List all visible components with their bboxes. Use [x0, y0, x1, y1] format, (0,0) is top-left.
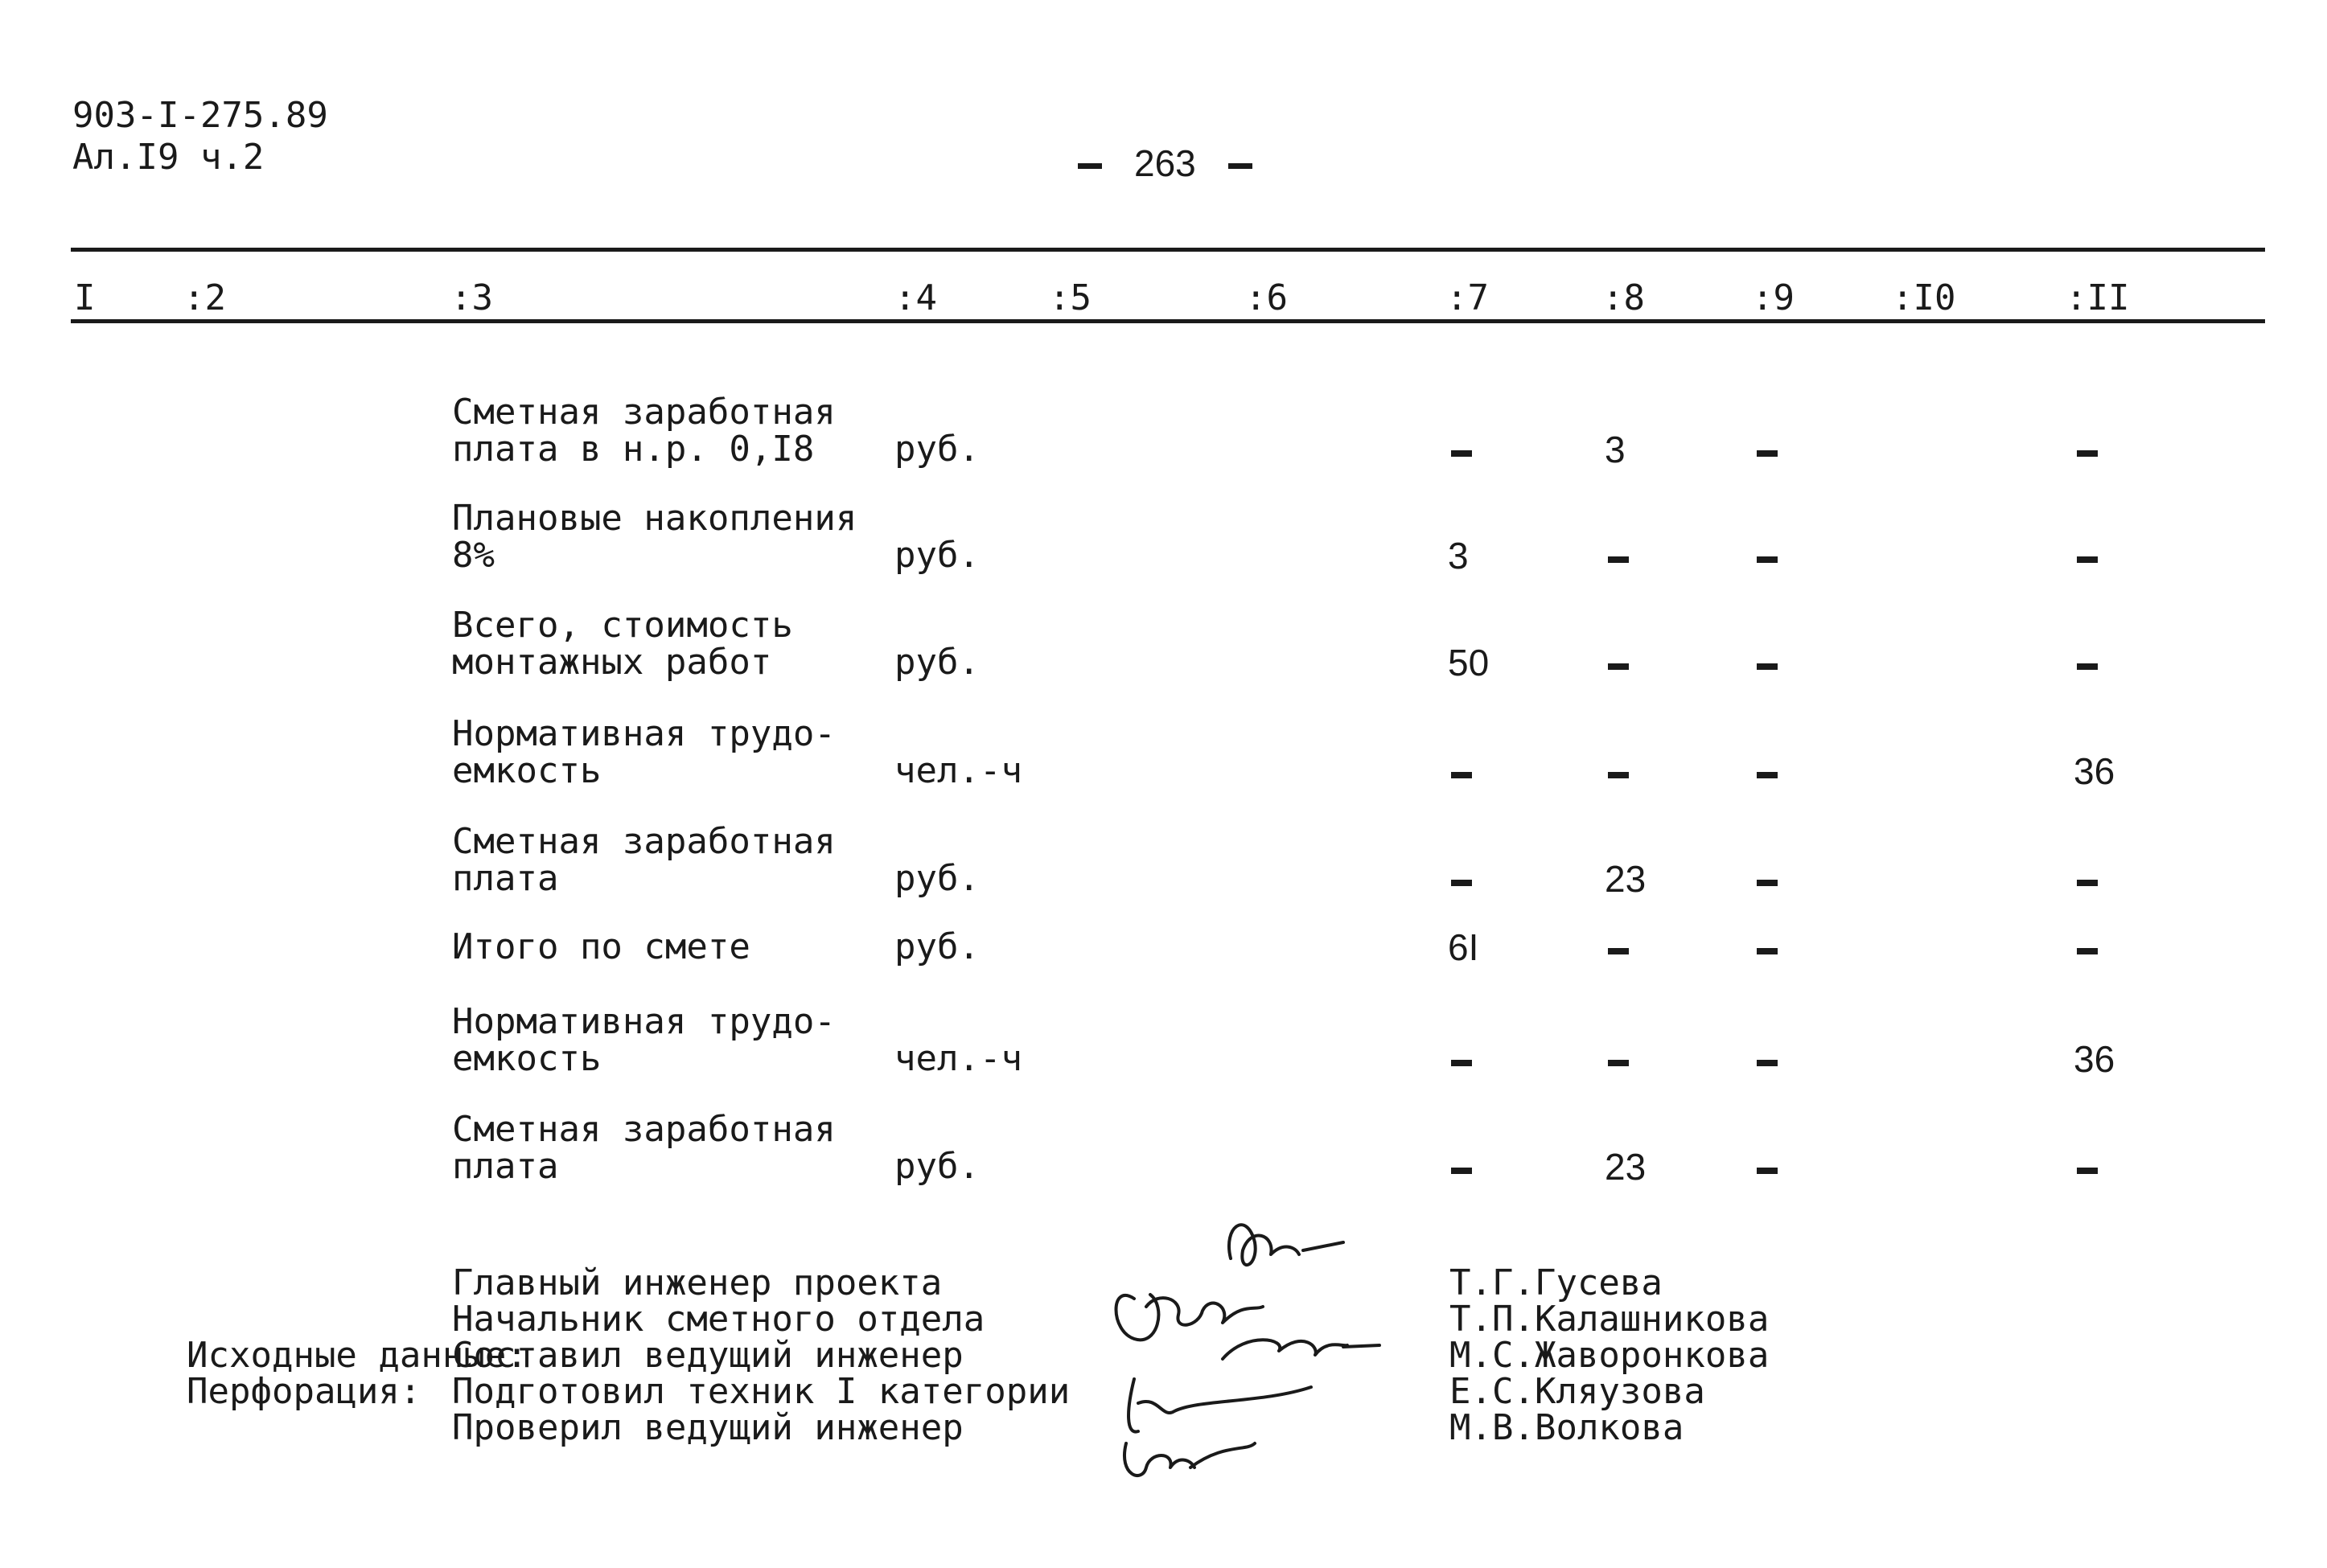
row-value-dash-c8 — [1608, 663, 1629, 670]
row-value-dash-c9 — [1757, 772, 1778, 778]
signature-name: М.В.Волкова — [1449, 1407, 1684, 1448]
row-label: Плановые накопления 8% — [452, 498, 857, 576]
signature-role: Подготовил техник I категории — [452, 1371, 1071, 1412]
row-label: Сметная заработная плата в н.р. 0,I8 — [452, 392, 836, 470]
col-head-11: :II — [2066, 277, 2130, 318]
signature-name: Т.Г.Гусева — [1449, 1262, 1663, 1303]
row-value-c7: 50 — [1448, 642, 1490, 683]
row-label: Сметная заработная плата — [452, 821, 836, 899]
row-value-dash-c11 — [2077, 948, 2098, 954]
row-value-dash-c9 — [1757, 1168, 1778, 1174]
row-unit: руб. — [894, 926, 980, 967]
row-value-c7: 3 — [1448, 535, 1469, 577]
row-unit: руб. — [894, 429, 980, 470]
row-label: Нормативная трудо- емкость — [452, 1001, 836, 1079]
header-rule — [71, 319, 2265, 323]
row-value-dash-c11 — [2077, 450, 2098, 457]
signature-prefix: Исходные данные: — [187, 1335, 528, 1376]
signature-name: Е.С.Кляузова — [1449, 1371, 1705, 1412]
top-rule — [71, 248, 2265, 252]
col-head-3: :3 — [450, 277, 493, 318]
col-head-2: :2 — [183, 277, 226, 318]
row-value-c11: 36 — [2074, 750, 2115, 792]
col-head-1: I — [74, 277, 96, 318]
col-head-7: :7 — [1446, 277, 1489, 318]
row-label: Всего, стоимость монтажных работ — [452, 605, 793, 683]
row-value-dash-c7 — [1451, 450, 1472, 457]
row-value-dash-c8 — [1608, 556, 1629, 563]
row-value-dash-c11 — [2077, 663, 2098, 670]
row-value-c8: 3 — [1605, 429, 1626, 470]
row-value-c8: 23 — [1605, 858, 1647, 900]
row-value-dash-c7 — [1451, 880, 1472, 886]
signature-role: Начальник сметного отдела — [452, 1299, 985, 1340]
col-head-4: :4 — [894, 277, 937, 318]
col-head-9: :9 — [1752, 277, 1795, 318]
row-value-dash-c11 — [2077, 1168, 2098, 1174]
col-head-5: :5 — [1049, 277, 1092, 318]
document-code — [72, 95, 328, 179]
signature-role: Составил ведущий инженер — [452, 1335, 964, 1376]
row-value-dash-c11 — [2077, 880, 2098, 886]
col-head-6: :6 — [1245, 277, 1288, 318]
row-value-dash-c9 — [1757, 1060, 1778, 1066]
signature-name: Т.П.Калашникова — [1449, 1299, 1770, 1340]
row-unit: чел.-ч — [894, 750, 1022, 791]
row-value-dash-c8 — [1608, 948, 1629, 954]
row-value-dash-c9 — [1757, 948, 1778, 954]
row-value-c8: 23 — [1605, 1146, 1647, 1188]
signature-prefix: Перфорация: — [187, 1371, 421, 1412]
page-number-text: 263 — [1134, 142, 1196, 184]
row-value-dash-c7 — [1451, 1168, 1472, 1174]
row-value-dash-c8 — [1608, 1060, 1629, 1066]
row-value-c11: 36 — [2074, 1038, 2115, 1080]
col-head-8: :8 — [1602, 277, 1645, 318]
doc-code-line: 903-I-275.89 — [72, 95, 328, 136]
row-label: Нормативная трудо- емкость — [452, 713, 836, 791]
col-head-10: :I0 — [1892, 277, 1956, 318]
row-value-c7: 6I — [1448, 926, 1479, 968]
row-value-dash-c9 — [1757, 450, 1778, 457]
row-unit: руб. — [894, 858, 980, 899]
row-unit: чел.-ч — [894, 1038, 1022, 1079]
signature-name: М.С.Жаворонкова — [1449, 1335, 1770, 1376]
handwritten-signatures — [1102, 1210, 1440, 1484]
page-dash-left — [1078, 163, 1102, 169]
row-value-dash-c7 — [1451, 1060, 1472, 1066]
album-line: Ал.I9 ч.2 — [72, 137, 265, 178]
signature-role: Главный инженер проекта — [452, 1262, 943, 1303]
row-unit: руб. — [894, 642, 980, 683]
row-value-dash-c9 — [1757, 880, 1778, 886]
row-value-dash-c7 — [1451, 772, 1472, 778]
row-label: Сметная заработная плата — [452, 1109, 836, 1187]
row-value-dash-c11 — [2077, 556, 2098, 563]
signature-role: Проверил ведущий инженер — [452, 1407, 964, 1448]
row-label: Итого по смете — [452, 926, 750, 967]
row-value-dash-c8 — [1608, 772, 1629, 778]
row-value-dash-c9 — [1757, 663, 1778, 670]
page-dash-right — [1228, 163, 1252, 169]
row-unit: руб. — [894, 535, 980, 576]
row-unit: руб. — [894, 1146, 980, 1187]
row-value-dash-c9 — [1757, 556, 1778, 563]
page-number — [1046, 142, 1285, 185]
